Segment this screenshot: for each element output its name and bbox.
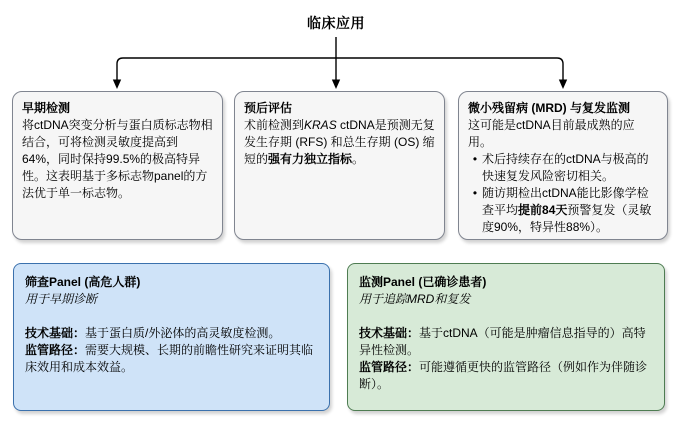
box-title: 预后评估 bbox=[244, 101, 293, 115]
panel-screening bbox=[13, 263, 330, 411]
box-early-detection bbox=[12, 91, 223, 240]
bullet-marker: • bbox=[472, 152, 478, 166]
panel-title: 监测Panel (已确诊患者) bbox=[359, 275, 487, 289]
box-title: 微小残留病 (MRD) 与复发监测 bbox=[468, 101, 630, 115]
connector-arrows bbox=[0, 0, 677, 95]
box-body: 这可能是ctDNA目前最成熟的应用。 bbox=[468, 118, 635, 149]
panel-line-tech-basis: 技术基础：基于ctDNA（可能是肿瘤信息指导的）高特异性检测。 bbox=[359, 326, 646, 357]
arrowhead-left-icon bbox=[113, 80, 121, 90]
box-mrd-recurrence-monitoring bbox=[458, 91, 668, 240]
box-prognosis-evaluation bbox=[234, 91, 445, 240]
panel-subtitle: 用于追踪MRD和复发 bbox=[359, 292, 471, 306]
panel-title: 筛查Panel (高危人群) bbox=[25, 275, 141, 289]
panel-monitoring bbox=[347, 263, 665, 411]
panel-line-regulatory-path: 监管路径：需要大规模、长期的前瞻性研究来证明其临床效用和成本效益。 bbox=[25, 343, 314, 374]
bullet-item bbox=[468, 151, 658, 185]
arrowhead-middle-icon bbox=[332, 80, 340, 90]
bullet-text: 随访期检出ctDNA能比影像学检查平均提前84天预警复发（灵敏度90%，特异性88%）。 bbox=[482, 186, 652, 234]
box-title: 早期检测 bbox=[22, 101, 71, 115]
box-body: 将ctDNA突变分析与蛋白质标志物相结合，可将检测灵敏度提高到64%，同时保持99.5%的极高特异性。这表明基于多标志物panel的方法优于单一标志物。 bbox=[22, 118, 213, 200]
connector-branch-line bbox=[117, 58, 563, 81]
panel-line-tech-basis: 技术基础：基于蛋白质/外泌体的高灵敏度检测。 bbox=[25, 326, 281, 340]
diagram-root-label: 临床应用 bbox=[307, 15, 365, 31]
bullet-text: 术后持续存在的ctDNA与极高的快速复发风险密切相关。 bbox=[482, 152, 649, 183]
box-body: 术前检测到KRAS ctDNA是预测无复发生存期 (RFS) 和总生存期 (OS) 缩短的强有力独立指标。 bbox=[244, 118, 435, 166]
arrowhead-right-icon bbox=[559, 80, 567, 90]
bullet-marker: • bbox=[472, 186, 478, 200]
panel-subtitle: 用于早期诊断 bbox=[25, 292, 98, 306]
bullet-item bbox=[468, 185, 658, 236]
panel-line-regulatory-path: 监管路径：可能遵循更快的监管路径（例如作为伴随诊断）。 bbox=[359, 360, 648, 391]
